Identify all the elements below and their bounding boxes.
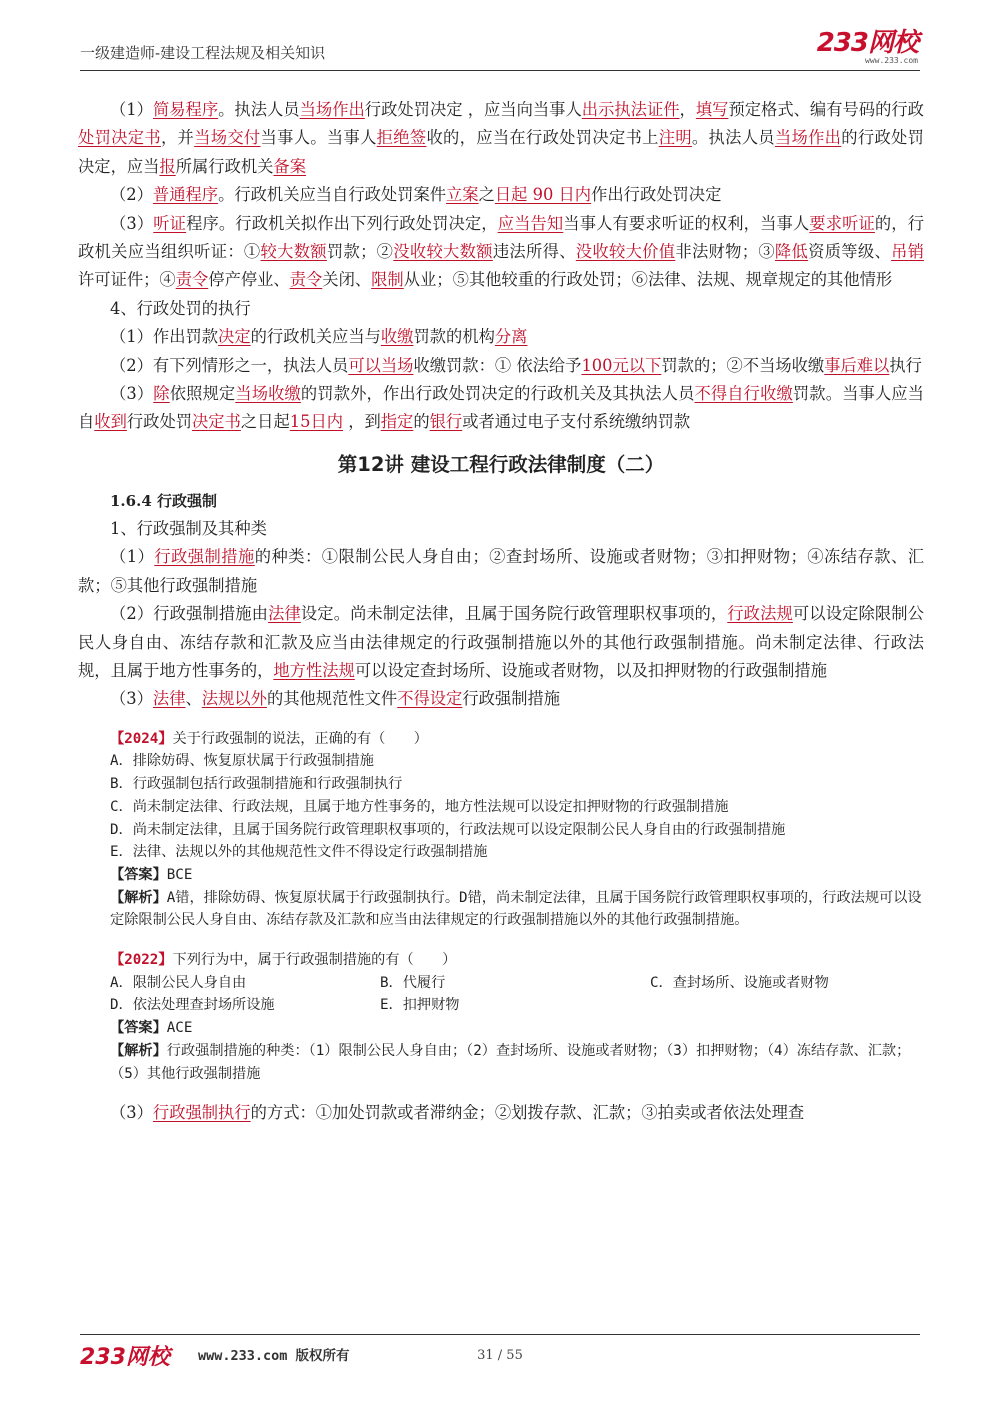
footer-copyright: www.233.com 版权所有 [198, 1348, 350, 1364]
highlighted-keyword: 决定 [218, 327, 251, 347]
options-row-2 [78, 994, 924, 1017]
para-execution-title: 4、行政处罚的执行 [110, 298, 251, 318]
text-run: 的，行政机关应当组织听证：① [78, 213, 924, 262]
option-e: E．法律、法规以外的其他规范性文件不得设定行政强制措施 [110, 844, 488, 861]
header-divider [80, 70, 920, 71]
highlighted-keyword: 日起 90 日内 [494, 185, 592, 205]
highlighted-keyword: 报 [159, 156, 176, 176]
highlighted-keyword: 100元以下 [581, 355, 662, 375]
highlighted-keyword: 普通程序 [152, 185, 219, 205]
highlighted-keyword: 行政强制措施 [154, 547, 255, 567]
text-run: （3） [110, 384, 154, 404]
text-run: 可以设定除限制公民人身自由、冻结存款和汇款及应当由法律规定的行政强制措施以外的其他行政强制措施。尚未制定法律、行政法规，且属于地方性事务的， [78, 604, 924, 680]
section-title: 1.6.4 行政强制 [110, 491, 217, 510]
highlighted-keyword: 法律 [152, 689, 186, 709]
text-run: （1） [110, 100, 153, 119]
options-row-1 [78, 972, 924, 995]
text-run: 。执法人员 [218, 100, 300, 119]
text-run: （2） [110, 185, 153, 205]
footer-logo: 233网校 [80, 1345, 170, 1370]
highlighted-keyword: 立案 [446, 185, 479, 205]
highlighted-keyword: 责令 [289, 270, 323, 290]
highlighted-keyword: 可以当场 [348, 355, 414, 375]
option-b: B．行政强制包括行政强制措施和行政强制执行 [110, 776, 403, 793]
highlighted-keyword: 法规以外 [201, 689, 267, 709]
subsection-title: 1、行政强制及其种类 [110, 518, 267, 538]
highlighted-keyword: 当场交付 [194, 128, 261, 148]
highlighted-keyword: 降低 [774, 242, 809, 262]
text-run: （3） [110, 213, 154, 233]
highlighted-keyword: 分离 [494, 327, 528, 347]
text-run: （1） [110, 547, 155, 567]
para-coercive-setting [78, 600, 924, 685]
question-year-tag: 【2022】 [110, 952, 173, 969]
highlighted-keyword: 备案 [273, 156, 306, 176]
text-run: 的方式：①加处罚款或者滞纳金；②划拨存款、汇款；③拍卖或者依法处理查 [250, 1103, 805, 1123]
text-run: 预定格式、编有号码的行政 [728, 100, 924, 119]
text-run: 、 [185, 689, 202, 709]
text-run: 罚款的机构 [413, 327, 495, 347]
para-execution-3 [78, 380, 924, 437]
text-run: 罚款；② [326, 242, 394, 262]
page-number: 31 / 55 [477, 1348, 523, 1363]
text-run: 的 [413, 412, 430, 432]
text-run: 违法所得、 [492, 242, 576, 262]
highlighted-keyword: 当场收缴 [235, 384, 301, 404]
text-run: 之 [478, 185, 495, 205]
highlighted-keyword: 注明 [658, 128, 692, 148]
text-run: 。执法人员 [691, 128, 775, 148]
highlighted-keyword: 较大数额 [260, 242, 327, 262]
highlighted-keyword: 15日内 [289, 412, 344, 432]
highlighted-keyword: 限制 [371, 270, 404, 290]
question-year-tag: 【2024】 [110, 730, 173, 747]
text-run: 的行政机关应当与 [250, 327, 381, 347]
question-2024 [78, 728, 924, 932]
text-run: （2）有下列情形之一，执法人员 [110, 355, 349, 375]
option-a: A．限制公民人身自由 [110, 974, 247, 991]
text-run: （1）作出罚款 [110, 327, 219, 347]
highlighted-keyword: 地方性法规 [273, 660, 355, 680]
highlighted-keyword: 吊销 [891, 242, 924, 262]
highlighted-keyword: 指定 [380, 412, 414, 432]
highlighted-keyword: 事后难以 [824, 355, 890, 375]
highlighted-keyword: 行政法规 [727, 604, 793, 624]
option-c: C．查封场所、设施或者财物 [650, 974, 829, 991]
text-run: 。行政机关应当自行政处罚案件 [218, 185, 447, 205]
text-run: 之日起 [240, 412, 290, 432]
highlighted-keyword: 听证 [153, 213, 187, 233]
option-a: A．排除妨碍、恢复原状属于行政强制措施 [110, 753, 374, 770]
text-run: ， [679, 100, 696, 119]
option-b: B．代履行 [380, 974, 446, 991]
explanation: 【解析】行政强制措施的种类：（1）限制公民人身自由；（2）查封场所、设施或者财物；（3）扣押财物；（4）冻结存款、汇款；（5）其他行政强制措施 [110, 1042, 911, 1082]
text-run: 收的，应当在行政处罚决定书上 [426, 128, 659, 148]
option-d: D．依法处理查封场所设施 [110, 997, 275, 1014]
text-run: 当事人。当事人 [260, 128, 377, 148]
highlighted-keyword: 应当告知 [497, 213, 564, 233]
text-run: 执行 [889, 355, 922, 375]
para-execution-2 [78, 352, 924, 380]
option-d: D．尚未制定法律，且属于国务院行政管理职权事项的，行政法规可以设定限制公民人身自由的行政强制措施 [110, 821, 786, 838]
text-run: （3） [110, 1103, 153, 1123]
highlighted-keyword: 要求听证 [809, 213, 875, 233]
highlighted-keyword: 责令 [175, 270, 209, 290]
highlighted-keyword: 填写 [695, 100, 729, 119]
logo-subtext: www.233.com [865, 56, 918, 65]
text-run: 收缴罚款：① 依法给予 [413, 355, 582, 375]
highlighted-keyword: 拒绝签 [376, 128, 427, 148]
highlighted-keyword: 当场作出 [774, 128, 842, 148]
para-general-procedure [78, 181, 924, 209]
text-run: 行政强制措施 [462, 689, 561, 709]
text-run: 可以设定查封场所、设施或者财物，以及扣押财物的行政强制措施 [354, 660, 827, 680]
highlighted-keyword: 当场作出 [299, 100, 365, 119]
option-c: C．尚未制定法律、行政法规，且属于地方性事务的，地方性法规可以设定扣押财物的行政强制措施 [110, 798, 729, 815]
highlighted-keyword: 法律 [268, 604, 301, 624]
highlighted-keyword: 决定书 [192, 412, 241, 432]
text-run: 行政处罚决定 ，应当向当事人 [364, 100, 582, 119]
text-run: 非法财物；③ [675, 242, 775, 262]
highlighted-keyword: 简易程序 [152, 100, 219, 119]
highlighted-keyword: 不得设定 [397, 689, 463, 709]
highlighted-keyword: 收缴 [380, 327, 414, 347]
para-hearing-procedure [78, 210, 924, 295]
text-run: 罚款。当事人应当自 [78, 384, 924, 432]
text-run: 罚款的；②不当场收缴 [661, 355, 825, 375]
text-run: 关闭、 [322, 270, 372, 290]
para-enforcement-methods [78, 1099, 924, 1127]
question-stem: 【2024】关于行政强制的说法，正确的有（ ） [110, 730, 428, 747]
highlighted-keyword: 收到 [94, 412, 127, 432]
highlighted-keyword: 除 [153, 384, 170, 404]
page-content [78, 96, 924, 1128]
footer-divider [80, 1334, 920, 1335]
highlighted-keyword: 处罚决定书 [78, 128, 161, 148]
text-run: 资质等级、 [808, 242, 892, 262]
text-run: 的罚款外，作出行政处罚决定的行政机关及其执法人员 [300, 384, 695, 404]
highlighted-keyword: 没收较大数额 [393, 242, 493, 262]
highlighted-keyword: 银行 [429, 412, 463, 432]
text-run: 的行政处罚决定，应当 [78, 128, 924, 176]
answer: 【答案】ACE [110, 1020, 193, 1037]
para-coercive-types [78, 543, 924, 600]
answer: 【答案】BCE [110, 866, 193, 883]
header-title: 一级建造师-建设工程法规及相关知识 [80, 44, 326, 62]
text-run: 依照规定 [169, 384, 236, 404]
text-run: 程序。行政机关拟作出下列行政处罚决定， [186, 213, 498, 233]
text-run: 所属行政机关 [175, 156, 274, 176]
text-run: 当事人有要求听证的权利，当事人 [563, 213, 810, 233]
highlighted-keyword: 没收较大价值 [575, 242, 676, 262]
text-run: 设定。尚未制定法律，且属于国务院行政管理职权事项的， [300, 604, 728, 624]
text-run: 行政处罚 [126, 412, 193, 432]
text-run: 的种类：①限制公民人身自由；②查封场所、设施或者财物；③扣押财物；④冻结存款、汇款；⑤其他行政强制措施 [78, 547, 924, 595]
text-run: 的其他规范性文件 [266, 689, 398, 709]
para-simple-procedure [78, 96, 924, 181]
text-run: 或者通过电子支付系统缴纳罚款 [462, 412, 691, 432]
para-coercive-other [78, 685, 924, 713]
highlighted-keyword: 行政强制执行 [152, 1103, 251, 1123]
brand-logo [817, 30, 918, 65]
text-run: 从业；⑤其他较重的行政处罚；⑥法律、法规、规章规定的其他情形 [403, 270, 893, 290]
text-run: 作出行政处罚决定 [591, 185, 722, 205]
logo-text: 233网校 [816, 28, 918, 58]
text-run: 许可证件；④ [78, 270, 176, 290]
text-run: （3） [110, 689, 153, 709]
text-run: 停产停业、 [208, 270, 290, 290]
question-stem: 【2022】下列行为中，属于行政强制措施的有（ ） [110, 952, 457, 969]
text-run: ，并 [160, 128, 195, 148]
explanation: 【解析】A错，排除妨碍、恢复原状属于行政强制执行。D错，尚未制定法律，且属于国务院行政管理职权事项的，行政法规可以设定除限制公民人身自由、冻结存款及汇款和应当由法律规定的行政强制措施以外的其他行政强制措施。 [110, 889, 922, 929]
para-execution-1 [78, 323, 924, 351]
question-2022 [78, 949, 924, 1085]
option-e: E．扣押财物 [380, 997, 460, 1014]
text-run: （2）行政强制措施由 [110, 604, 269, 624]
text-run: ，到 [343, 412, 381, 432]
lecture-heading: 第12讲 建设工程行政法律制度（二） [337, 452, 665, 476]
highlighted-keyword: 出示执法证件 [581, 100, 680, 119]
highlighted-keyword: 不得自行收缴 [694, 384, 793, 404]
